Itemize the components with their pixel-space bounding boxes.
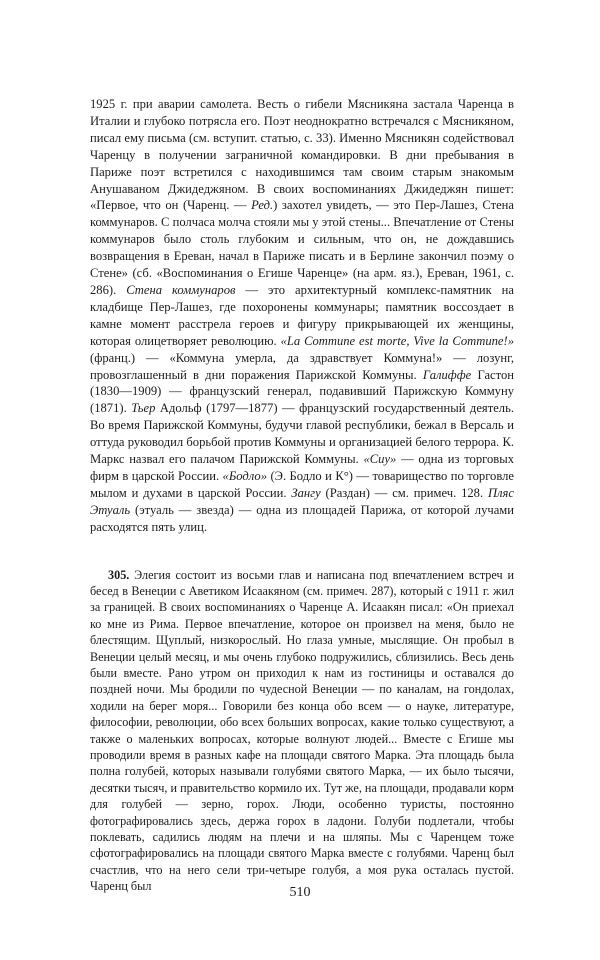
note-text: Элегия состоит из восьми глав и написана под впечатлением встреч и бесед в Венеции с Аветиком Исаакяном (см. примеч. 287), который с 1911 г. жил за границей. В своих воспоминаниях о Чаренце А. Исаакян писал: «Он приехал ко мне из Рима. Первое впечатление, которое он произвел на меня, было не блестящим. Щуплый, низкорослый. Но глаза умные, мыслящие. Он пробыл в Венеции целый месяц, и мы очень глубоко подружились, сблизились. Весь день были вместе. Рано утром он приходил к нам из гостиницы и оставался до поздней ночи. Мы бродили по чудесной Венеции — по каналам, на гондолах, ходили на берег моря... Говорили без конца обо всем — о науке, литературе, философии, революции, обо всех больших вопросах, какие только существуют, а также о маленьких вопросах, которые волнуют людей... Вместе с Егише мы проводили время в разных кафе на площади святого Марка. Эта площадь была полна голубей, которых называли голубями святого Марка, — их было тысячи, десятки тысяч, и правительство кормило их. Тут же, на площади, продавали корм для голубей — зерно, горох. Люди, особенно туристы, постоянно фотографировались здесь, держа горох в ладони. Голуби подлетали, чтобы поклевать, садились людям на плечи и на шляпы. Мы с Чаренцем тоже сфотографировались на площади святого Марка вместе с голубями. Чаренц был счастлив, что на него сели три-четыре голубя, а моя рука осталась пустой. Чаренц был xyxy=(90,567,514,894)
page-number: 510 xyxy=(289,885,311,900)
term-slogan: «La Commune est morte, Vive la Commune!» xyxy=(280,333,514,348)
note-text: Адольф (1797—1877) — французский государственный деятель. Во время Парижской Коммуны, будучи главой республики, бежал в Версаль и оттуда руководил борьбой против Коммуны и организацией белого террора. К. Маркс назвал его палачом Парижской Коммуны. xyxy=(90,401,514,467)
note-text: — одна из торговых фирм в царской России. xyxy=(90,452,514,483)
term-zangu: Зангу xyxy=(291,485,321,500)
note-305-paragraph xyxy=(90,567,514,895)
term-thiers: Тьер xyxy=(131,401,156,416)
editor-abbrev: Ред. xyxy=(251,198,274,213)
term-etoile: Пляс Этуаль xyxy=(90,485,514,517)
note-text: (этуаль — звезда) — одна из площадей Парижа, от которой лучами расходятся пять улиц. xyxy=(90,502,514,534)
term-galliffet: Галиффе xyxy=(422,367,472,382)
note-text: — это архитектурный комплекс-памятник на кладбище Пер-Лашез, где похоронены коммунары; памятник воссоздает в камне момент расстрела героев и фигуру прикрывающей их женщины, которая олицетворяет революцию. xyxy=(90,282,515,348)
note-text: ) захотел увидеть, — это Пер-Лашез, Стена коммунаров. С полчаса молча стояли мы у этой стены... Впечатление от Стены коммунаров было столь глубоким и сильным, что он, не дождавшись возвращения в Ереван, начал в Париже писать и в Берлине закончил поэму о Стене» (сб. «Воспоминания о Егише Чаренце» (на арм. яз.), Ереван, 1961, с. 286). xyxy=(90,198,514,297)
note-305 xyxy=(90,567,514,895)
note-number: 305. xyxy=(108,567,130,582)
page-body xyxy=(90,96,514,895)
note-text: Гастон (1830—1909) — французский генерал, подавивший Парижскую Коммуну (1871). xyxy=(90,367,514,416)
term-wall-communards: Стена коммунаров xyxy=(126,282,236,297)
note-text: (франц.) — «Коммуна умерла, да здравствует Коммуна!» — лозунг, провозглашенный в дни поражения Парижской Коммуны. xyxy=(90,350,514,382)
note-text: (Э. Бодло и К°) — товарищество по торговле мылом и духами в царской России. xyxy=(90,468,514,500)
term-siu: «Сиу» xyxy=(363,452,397,467)
term-bodlo: «Бодло» xyxy=(222,468,268,483)
note-previous-continuation xyxy=(90,96,514,536)
note-text: (Раздан) — см. примеч. 128. xyxy=(320,485,484,500)
note-text: 1925 г. при аварии самолета. Весть о гибели Мясникяна застала Чаренца в Италии и глубоко потрясла его. Поэт неоднократно встречался с Мясникяном, писал ему письма (см. вступит. статью, с. 33). Именно Мясникян содействовал Чаренцу в получении заграничной командировки. В дни пребывания в Париже поэт встретился с находившимся там своим старым знакомым Анушаваном Джидеджяном. В своих воспоминаниях Джидеджян пишет: «Первое, что он (Чаренц. — xyxy=(90,97,514,213)
